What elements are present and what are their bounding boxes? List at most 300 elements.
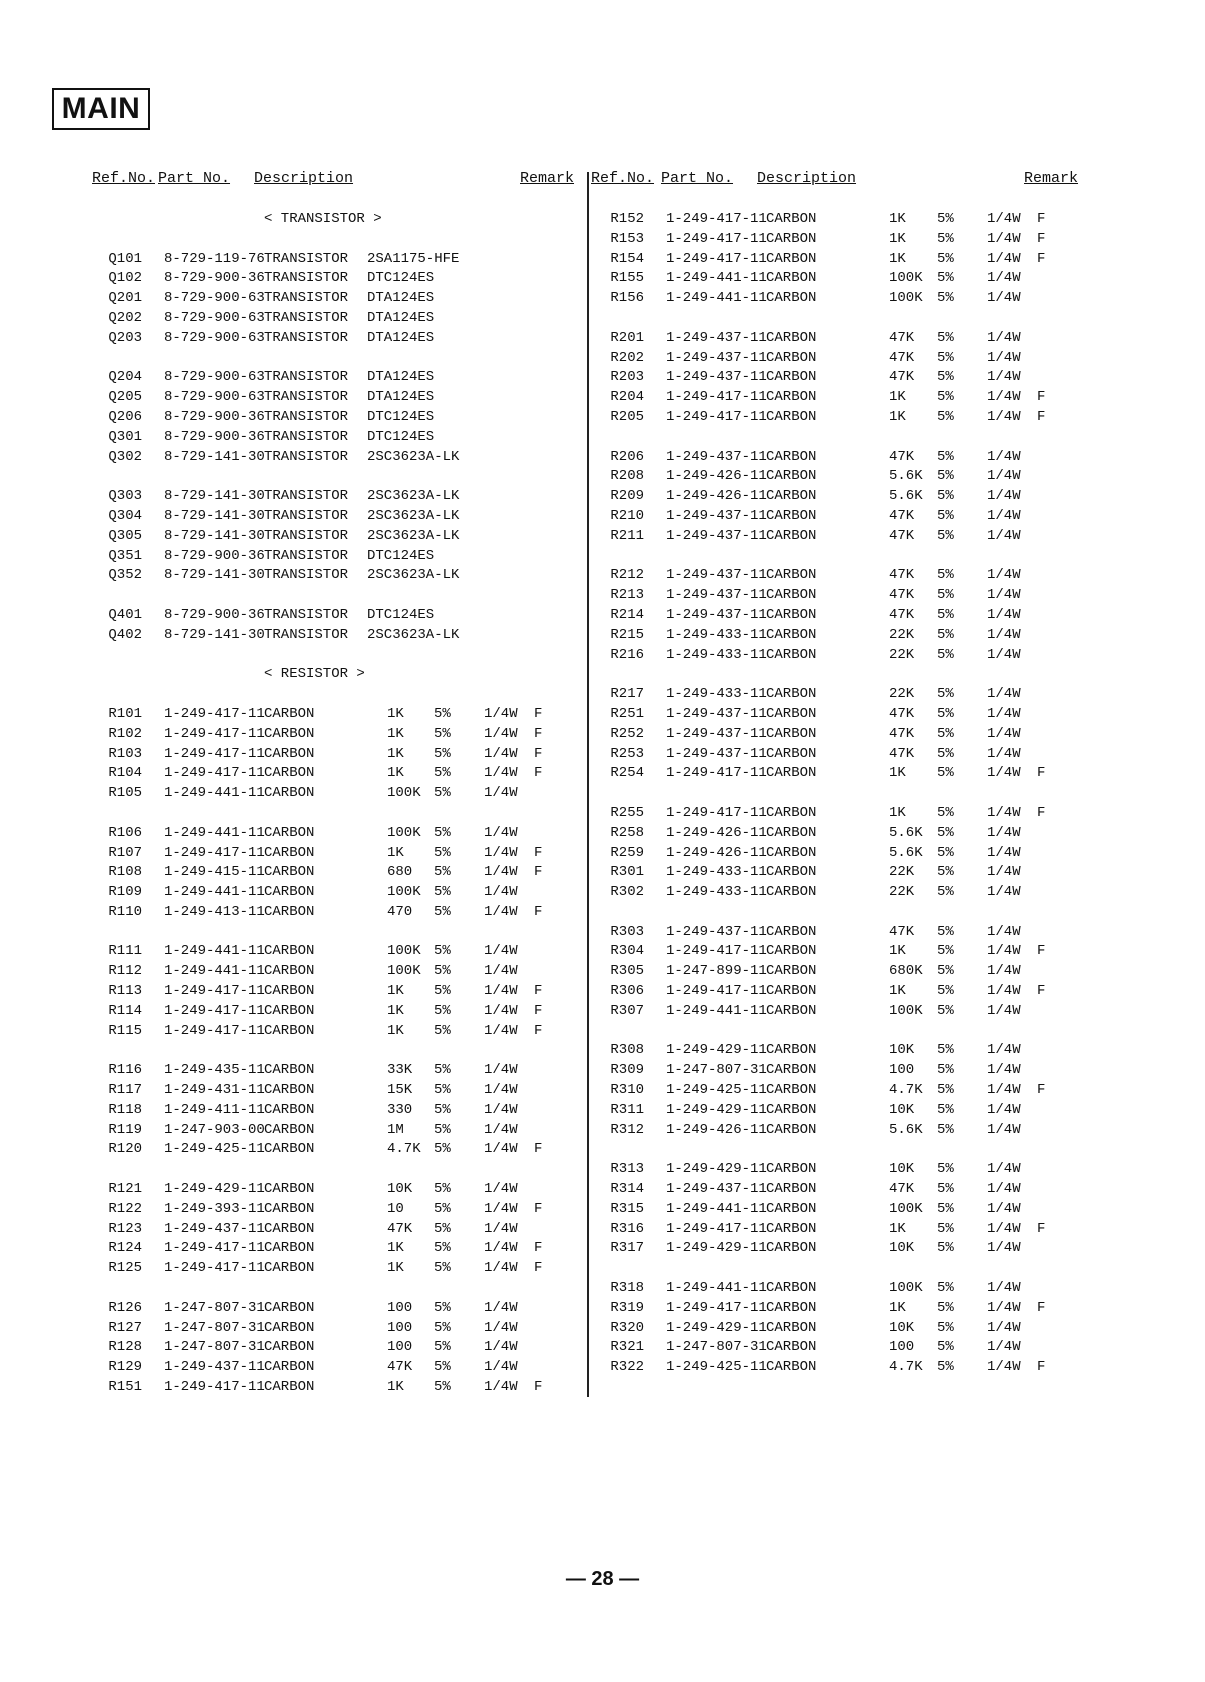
ref-no: Q401 <box>108 606 142 623</box>
tolerance: 5% <box>937 1181 954 1198</box>
description: CARBON <box>264 705 315 722</box>
header-description: Description <box>757 170 857 187</box>
ref-no: R123 <box>108 1220 142 1237</box>
ref-no: R104 <box>108 765 142 782</box>
tolerance: 5% <box>937 448 954 465</box>
ref-no: R154 <box>610 250 644 267</box>
ref-no: R321 <box>610 1339 644 1356</box>
table-row <box>594 804 1084 824</box>
tolerance: 5% <box>434 1121 451 1138</box>
table-row <box>92 725 582 745</box>
description: CARBON <box>766 1200 817 1217</box>
part-no: 8-729-900-36 <box>164 606 265 623</box>
table-row <box>594 527 1084 547</box>
value: 1K <box>387 1240 404 1257</box>
ref-no: R128 <box>108 1339 142 1356</box>
ref-no: R115 <box>108 1022 142 1039</box>
tolerance: 5% <box>937 468 954 485</box>
ref-no: R122 <box>108 1200 142 1217</box>
table-row <box>92 784 582 804</box>
description: CARBON <box>766 943 817 960</box>
value: 100K <box>387 943 421 960</box>
remark: F <box>1037 804 1046 821</box>
table-row <box>92 250 582 270</box>
value: 1K <box>889 408 906 425</box>
description: CARBON <box>264 1002 315 1019</box>
tolerance: 5% <box>434 725 451 742</box>
remark: F <box>1037 1220 1046 1237</box>
description: CARBON <box>766 1339 817 1356</box>
part-no: 1-249-417-11 <box>164 1240 265 1257</box>
description: CARBON <box>766 1319 817 1336</box>
row-spacer <box>92 646 582 666</box>
description: CARBON <box>264 1181 315 1198</box>
spec: 2SC3623A-LK <box>367 567 460 584</box>
power: 1/4W <box>484 1101 518 1118</box>
ref-no: R101 <box>108 705 142 722</box>
description: CARBON <box>264 785 315 802</box>
value: 1M <box>387 1121 404 1138</box>
header-ref: Ref.No. <box>591 170 655 187</box>
ref-no: R320 <box>610 1319 644 1336</box>
ref-no: Q205 <box>108 389 142 406</box>
spec: DTA124ES <box>367 290 435 307</box>
part-no: 1-249-429-11 <box>666 1161 767 1178</box>
tolerance: 5% <box>434 1339 451 1356</box>
table-row <box>92 1061 582 1081</box>
spec: DTC124ES <box>367 547 435 564</box>
power: 1/4W <box>484 824 518 841</box>
tolerance: 5% <box>434 943 451 960</box>
remark: F <box>534 903 543 920</box>
description: CARBON <box>766 844 817 861</box>
power: 1/4W <box>987 1062 1021 1079</box>
ref-no: R318 <box>610 1280 644 1297</box>
power: 1/4W <box>987 884 1021 901</box>
ref-no: R120 <box>108 1141 142 1158</box>
description: CARBON <box>766 1299 817 1316</box>
tolerance: 5% <box>937 1339 954 1356</box>
value: 1K <box>387 1002 404 1019</box>
tolerance: 5% <box>434 1101 451 1118</box>
part-no: 1-249-417-11 <box>666 389 767 406</box>
remark: F <box>1037 765 1046 782</box>
part-no: 1-249-417-11 <box>666 765 767 782</box>
ref-no: R124 <box>108 1240 142 1257</box>
value: 680K <box>889 963 923 980</box>
power: 1/4W <box>987 943 1021 960</box>
part-no: 1-249-433-11 <box>666 626 767 643</box>
tolerance: 5% <box>434 1260 451 1277</box>
value: 1K <box>387 1022 404 1039</box>
value: 22K <box>889 646 915 663</box>
table-row <box>594 1180 1084 1200</box>
ref-no: R118 <box>108 1101 142 1118</box>
row-spacer <box>594 1259 1084 1279</box>
value: 33K <box>387 1062 413 1079</box>
spec: DTC124ES <box>367 270 435 287</box>
section-heading: < TRANSISTOR > <box>264 211 382 227</box>
tolerance: 5% <box>434 1181 451 1198</box>
remark: F <box>534 765 543 782</box>
value: 1K <box>889 765 906 782</box>
table-row <box>92 745 582 765</box>
spec: 2SC3623A-LK <box>367 488 460 505</box>
table-row <box>594 745 1084 765</box>
part-no: 8-729-900-63 <box>164 309 265 326</box>
tolerance: 5% <box>937 686 954 703</box>
spec: DTA124ES <box>367 389 435 406</box>
table-row <box>92 1200 582 1220</box>
part-no: 8-729-900-63 <box>164 369 265 386</box>
part-no: 1-249-437-11 <box>666 705 767 722</box>
left-column <box>92 170 582 1396</box>
table-row <box>594 844 1084 864</box>
power: 1/4W <box>484 1022 518 1039</box>
description: CARBON <box>766 884 817 901</box>
part-no: 1-249-417-11 <box>666 1299 767 1316</box>
ref-no: R119 <box>108 1121 142 1138</box>
value: 100K <box>889 1200 923 1217</box>
row-spacer <box>594 428 1084 448</box>
ref-no: R311 <box>610 1101 644 1118</box>
tolerance: 5% <box>937 705 954 722</box>
value: 15K <box>387 1082 413 1099</box>
right-parts-table <box>594 210 1084 1378</box>
part-no: 8-729-141-30 <box>164 448 265 465</box>
power: 1/4W <box>484 1339 518 1356</box>
value: 10K <box>889 1161 915 1178</box>
table-row <box>92 982 582 1002</box>
section-title-box: MAIN <box>52 88 150 130</box>
table-row <box>92 626 582 646</box>
table-row <box>594 1200 1084 1220</box>
tolerance: 5% <box>937 488 954 505</box>
tolerance: 5% <box>434 1379 451 1396</box>
description: CARBON <box>264 824 315 841</box>
table-row <box>594 883 1084 903</box>
value: 4.7K <box>889 1359 923 1376</box>
power: 1/4W <box>484 1121 518 1138</box>
description: CARBON <box>766 864 817 881</box>
table-row <box>594 467 1084 487</box>
description: TRANSISTOR <box>264 309 349 326</box>
power: 1/4W <box>484 1181 518 1198</box>
power: 1/4W <box>987 864 1021 881</box>
ref-no: R112 <box>108 963 142 980</box>
table-row <box>92 448 582 468</box>
power: 1/4W <box>987 507 1021 524</box>
table-row <box>594 289 1084 309</box>
power: 1/4W <box>987 1339 1021 1356</box>
table-row <box>594 1121 1084 1141</box>
part-no: 1-249-437-11 <box>666 329 767 346</box>
power: 1/4W <box>987 349 1021 366</box>
power: 1/4W <box>484 725 518 742</box>
row-spacer <box>92 230 582 250</box>
table-row <box>92 764 582 784</box>
value: 1K <box>889 250 906 267</box>
header-remark: Remark <box>520 170 575 187</box>
spec: DTA124ES <box>367 369 435 386</box>
part-no: 1-249-441-11 <box>164 884 265 901</box>
value: 100 <box>889 1339 915 1356</box>
ref-no: Q352 <box>108 567 142 584</box>
ref-no: R258 <box>610 824 644 841</box>
part-no: 1-249-417-11 <box>666 408 767 425</box>
table-row <box>92 903 582 923</box>
remark: F <box>1037 983 1046 1000</box>
power: 1/4W <box>484 1260 518 1277</box>
ref-no: R125 <box>108 1260 142 1277</box>
tolerance: 5% <box>434 1022 451 1039</box>
remark: F <box>1037 211 1046 227</box>
remark: F <box>1037 230 1046 247</box>
table-row <box>594 1239 1084 1259</box>
remark: F <box>534 725 543 742</box>
remark: F <box>1037 1299 1046 1316</box>
power: 1/4W <box>987 250 1021 267</box>
power: 1/4W <box>484 1062 518 1079</box>
part-no: 1-249-425-11 <box>164 1141 265 1158</box>
ref-no: R127 <box>108 1319 142 1336</box>
description: TRANSISTOR <box>264 527 349 544</box>
part-no: 8-729-900-36 <box>164 547 265 564</box>
part-no: 1-249-437-11 <box>666 527 767 544</box>
ref-no: R114 <box>108 1002 142 1019</box>
column-divider <box>587 172 589 1397</box>
description: CARBON <box>766 1042 817 1059</box>
table-row <box>92 844 582 864</box>
table-row <box>594 606 1084 626</box>
table-row <box>92 606 582 626</box>
description: CARBON <box>766 1359 817 1376</box>
description: TRANSISTOR <box>264 408 349 425</box>
ref-no: R313 <box>610 1161 644 1178</box>
value: 100K <box>889 1280 923 1297</box>
ref-no: R121 <box>108 1181 142 1198</box>
value: 100 <box>889 1062 915 1079</box>
power: 1/4W <box>484 765 518 782</box>
ref-no: R215 <box>610 626 644 643</box>
part-no: 1-249-435-11 <box>164 1062 265 1079</box>
table-row <box>92 1101 582 1121</box>
description: CARBON <box>766 1101 817 1118</box>
description: CARBON <box>766 824 817 841</box>
description: CARBON <box>264 1121 315 1138</box>
ref-no: R117 <box>108 1082 142 1099</box>
table-row <box>92 289 582 309</box>
table-row <box>92 1259 582 1279</box>
description: TRANSISTOR <box>264 626 349 643</box>
part-no: 1-249-441-11 <box>666 1280 767 1297</box>
description: CARBON <box>766 1062 817 1079</box>
row-spacer <box>92 685 582 705</box>
description: CARBON <box>766 606 817 623</box>
part-no: 1-249-429-11 <box>164 1181 265 1198</box>
table-row <box>594 982 1084 1002</box>
table-row <box>92 883 582 903</box>
ref-no: R116 <box>108 1062 142 1079</box>
value: 47K <box>387 1220 413 1237</box>
value: 100 <box>387 1299 413 1316</box>
power: 1/4W <box>987 1101 1021 1118</box>
table-row <box>594 1220 1084 1240</box>
spec: 2SC3623A-LK <box>367 626 460 643</box>
description: CARBON <box>766 527 817 544</box>
tolerance: 5% <box>937 765 954 782</box>
part-no: 8-729-900-63 <box>164 329 265 346</box>
description: CARBON <box>264 1101 315 1118</box>
part-no: 1-247-903-00 <box>164 1121 265 1138</box>
table-row <box>594 349 1084 369</box>
remark: F <box>534 864 543 881</box>
power: 1/4W <box>987 1161 1021 1178</box>
tolerance: 5% <box>937 369 954 386</box>
description: TRANSISTOR <box>264 329 349 346</box>
description: CARBON <box>766 626 817 643</box>
description: CARBON <box>766 567 817 584</box>
tolerance: 5% <box>937 963 954 980</box>
ref-no: R213 <box>610 587 644 604</box>
power: 1/4W <box>484 884 518 901</box>
power: 1/4W <box>987 1042 1021 1059</box>
ref-no: R259 <box>610 844 644 861</box>
value: 1K <box>387 745 404 762</box>
value: 680 <box>387 864 413 881</box>
tolerance: 5% <box>937 1200 954 1217</box>
tolerance: 5% <box>434 1200 451 1217</box>
ref-no: Q304 <box>108 507 142 524</box>
description: TRANSISTOR <box>264 428 349 445</box>
part-no: 1-249-441-11 <box>164 785 265 802</box>
table-row <box>594 368 1084 388</box>
part-no: 8-729-141-30 <box>164 488 265 505</box>
power: 1/4W <box>987 725 1021 742</box>
part-no: 1-249-417-11 <box>666 211 767 227</box>
part-no: 1-249-417-11 <box>164 1260 265 1277</box>
table-row <box>594 507 1084 527</box>
tolerance: 5% <box>937 1101 954 1118</box>
power: 1/4W <box>484 1002 518 1019</box>
tolerance: 5% <box>937 408 954 425</box>
power: 1/4W <box>987 567 1021 584</box>
table-row <box>92 1299 582 1319</box>
part-no: 1-249-426-11 <box>666 468 767 485</box>
description: CARBON <box>264 1082 315 1099</box>
tolerance: 5% <box>937 864 954 881</box>
ref-no: R214 <box>610 606 644 623</box>
power: 1/4W <box>987 408 1021 425</box>
tolerance: 5% <box>937 1002 954 1019</box>
tolerance: 5% <box>937 923 954 940</box>
power: 1/4W <box>987 488 1021 505</box>
row-spacer <box>92 349 582 369</box>
tolerance: 5% <box>434 1240 451 1257</box>
part-no: 1-249-437-11 <box>666 587 767 604</box>
part-no: 1-249-417-11 <box>164 1002 265 1019</box>
part-no: 1-249-433-11 <box>666 646 767 663</box>
part-no: 1-249-437-11 <box>666 725 767 742</box>
power: 1/4W <box>987 587 1021 604</box>
value: 47K <box>889 705 915 722</box>
value: 100 <box>387 1319 413 1336</box>
power: 1/4W <box>987 844 1021 861</box>
description: CARBON <box>264 963 315 980</box>
value: 47K <box>889 527 915 544</box>
table-row <box>92 1022 582 1042</box>
ref-no: R208 <box>610 468 644 485</box>
value: 1K <box>889 211 906 227</box>
ref-no: R210 <box>610 507 644 524</box>
power: 1/4W <box>987 1359 1021 1376</box>
value: 1K <box>889 230 906 247</box>
value: 47K <box>889 567 915 584</box>
table-row <box>92 1378 582 1398</box>
part-no: 1-249-425-11 <box>666 1359 767 1376</box>
description: CARBON <box>766 705 817 722</box>
power: 1/4W <box>484 1141 518 1158</box>
value: 47K <box>889 448 915 465</box>
description: CARBON <box>766 1280 817 1297</box>
value: 5.6K <box>889 468 923 485</box>
power: 1/4W <box>987 745 1021 762</box>
power: 1/4W <box>987 626 1021 643</box>
tolerance: 5% <box>937 349 954 366</box>
ref-no: R304 <box>610 943 644 960</box>
description: CARBON <box>264 844 315 861</box>
ref-no: Q206 <box>108 408 142 425</box>
part-no: 1-249-417-11 <box>164 844 265 861</box>
ref-no: R151 <box>108 1379 142 1396</box>
power: 1/4W <box>987 1082 1021 1099</box>
power: 1/4W <box>484 1319 518 1336</box>
tolerance: 5% <box>937 270 954 287</box>
header-ref: Ref.No. <box>92 170 156 187</box>
description: CARBON <box>766 448 817 465</box>
table-row <box>594 863 1084 883</box>
part-no: 8-729-141-30 <box>164 626 265 643</box>
table-row <box>594 408 1084 428</box>
table-row <box>92 368 582 388</box>
ref-no: R253 <box>610 745 644 762</box>
value: 47K <box>889 606 915 623</box>
remark: F <box>534 983 543 1000</box>
description: CARBON <box>766 369 817 386</box>
part-no: 1-249-437-11 <box>666 606 767 623</box>
tolerance: 5% <box>937 804 954 821</box>
table-row <box>594 764 1084 784</box>
table-row <box>92 1338 582 1358</box>
power: 1/4W <box>987 646 1021 663</box>
ref-no: R301 <box>610 864 644 881</box>
ref-no: R322 <box>610 1359 644 1376</box>
table-row <box>594 725 1084 745</box>
power: 1/4W <box>987 686 1021 703</box>
description: TRANSISTOR <box>264 270 349 287</box>
table-row <box>92 1121 582 1141</box>
ref-no: R312 <box>610 1121 644 1138</box>
value: 1K <box>387 765 404 782</box>
tolerance: 5% <box>937 1280 954 1297</box>
ref-no: R126 <box>108 1299 142 1316</box>
ref-no: R155 <box>610 270 644 287</box>
power: 1/4W <box>987 468 1021 485</box>
description: CARBON <box>766 765 817 782</box>
table-row <box>594 1002 1084 1022</box>
spec: DTC124ES <box>367 428 435 445</box>
part-no: 1-249-437-11 <box>666 369 767 386</box>
